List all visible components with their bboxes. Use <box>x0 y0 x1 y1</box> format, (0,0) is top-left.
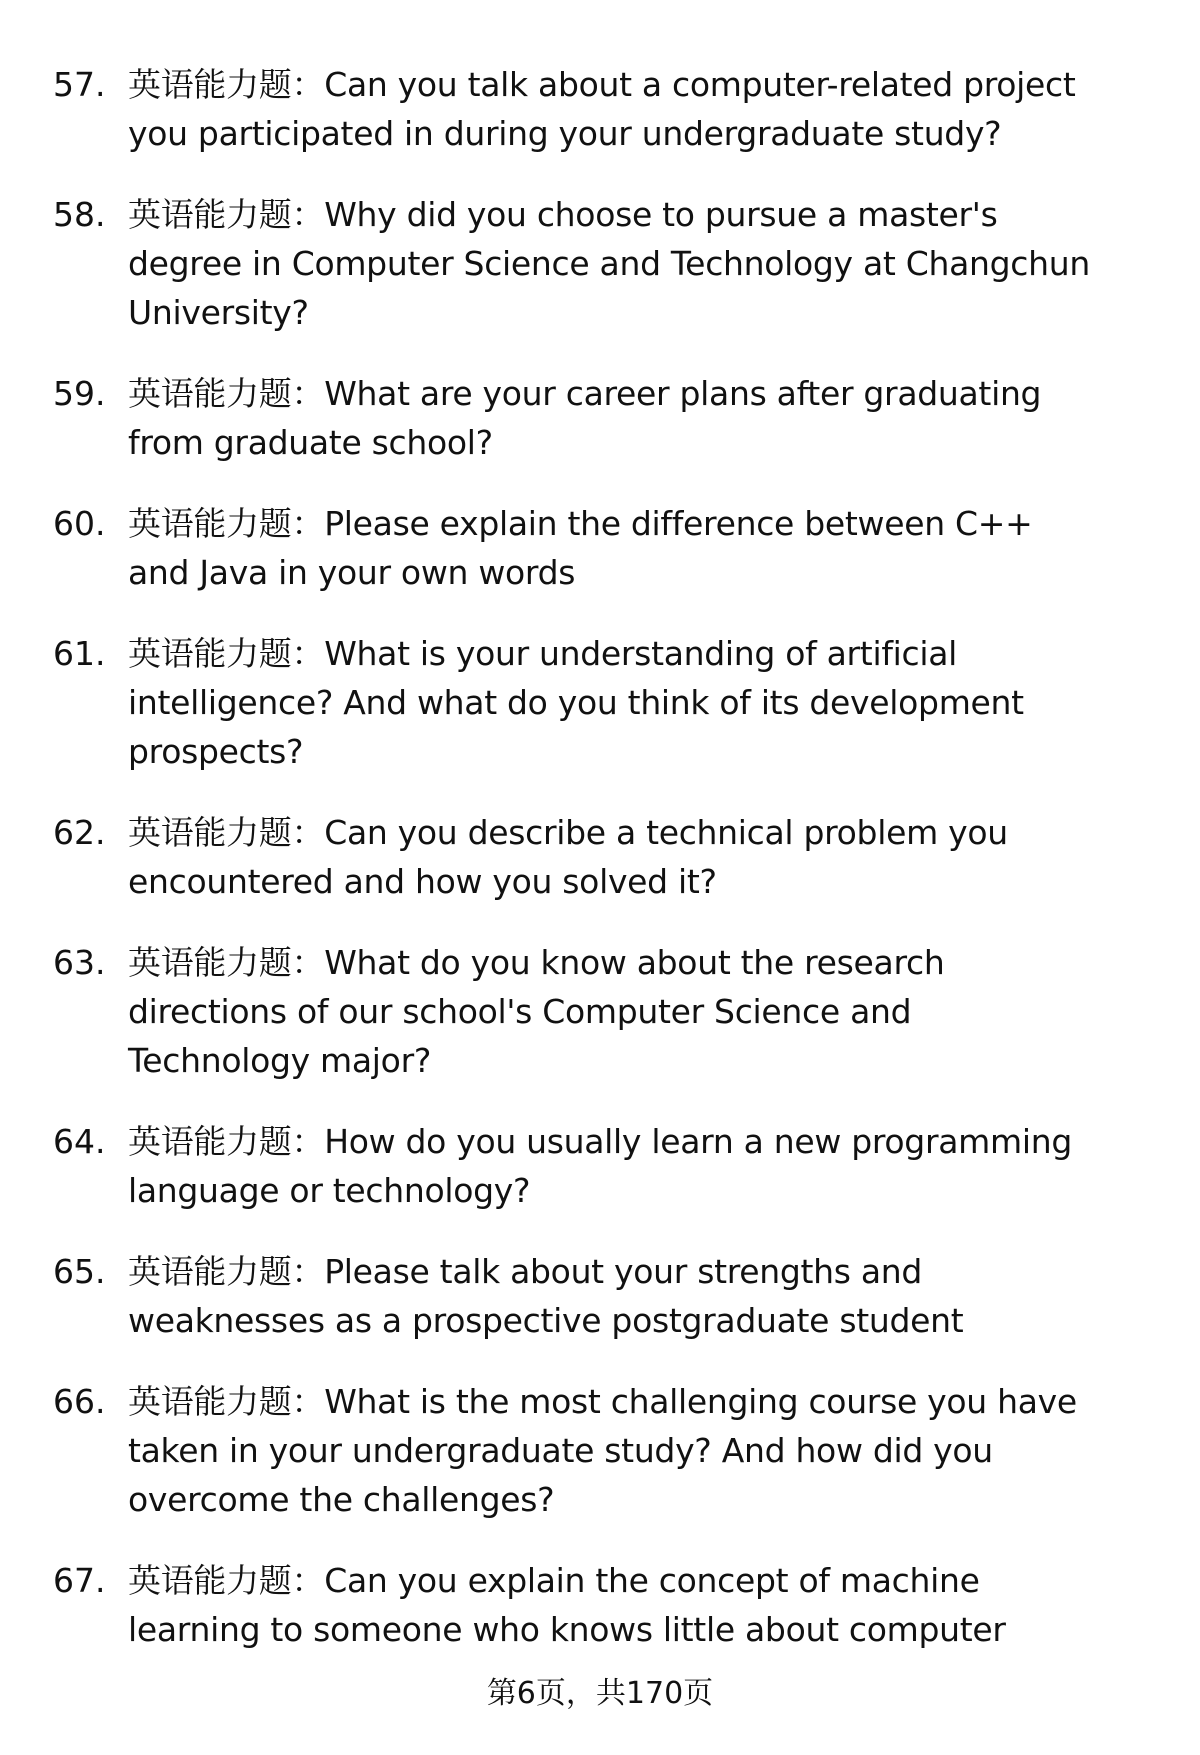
question-text <box>128 1556 1200 1654</box>
question-line: you participated in during your undergraduate study? <box>128 114 1002 153</box>
question-text <box>128 60 1200 158</box>
question-line: 英语能力题：What are your career plans after graduating <box>128 374 1042 413</box>
question-item <box>0 499 1200 597</box>
question-number: 67. <box>53 1561 106 1600</box>
question-item <box>0 938 1200 1085</box>
question-text <box>128 1117 1200 1215</box>
question-number: 66. <box>53 1382 106 1421</box>
question-item <box>0 1556 1200 1654</box>
question-line: 英语能力题：What do you know about the research <box>128 943 945 982</box>
question-text <box>128 369 1200 467</box>
question-text <box>128 1377 1200 1524</box>
question-text <box>128 808 1200 906</box>
question-line: from graduate school? <box>128 423 493 462</box>
question-text <box>128 1247 1200 1345</box>
question-line: prospects? <box>128 732 304 771</box>
question-list <box>0 60 1200 1686</box>
question-number: 65. <box>53 1252 106 1291</box>
question-line: encountered and how you solved it? <box>128 862 717 901</box>
question-line: weaknesses as a prospective postgraduate student <box>128 1301 964 1340</box>
question-item <box>0 629 1200 776</box>
question-item <box>0 60 1200 158</box>
question-text <box>128 190 1200 337</box>
question-line: directions of our school's Computer Science and <box>128 992 912 1031</box>
question-text <box>128 938 1200 1085</box>
question-line: 英语能力题：Please talk about your strengths and <box>128 1252 923 1291</box>
question-line: overcome the challenges? <box>128 1480 555 1519</box>
question-number: 61. <box>53 634 106 673</box>
question-item <box>0 1377 1200 1524</box>
question-number: 63. <box>53 943 106 982</box>
question-number: 57. <box>53 65 106 104</box>
question-item <box>0 1117 1200 1215</box>
question-line: 英语能力题：Can you explain the concept of machine <box>128 1561 980 1600</box>
question-line: language or technology? <box>128 1171 531 1210</box>
question-line: 英语能力题：Can you talk about a computer-related project <box>128 65 1076 104</box>
question-text <box>128 629 1200 776</box>
question-number: 62. <box>53 813 106 852</box>
question-line: degree in Computer Science and Technology at Changchun <box>128 244 1090 283</box>
question-item <box>0 1247 1200 1345</box>
question-line: taken in your undergraduate study? And how did you <box>128 1431 993 1470</box>
question-line: intelligence? And what do you think of its development <box>128 683 1024 722</box>
question-item <box>0 808 1200 906</box>
page-footer: 第6页，共170页 <box>486 1676 714 1711</box>
question-line: 英语能力题：What is your understanding of artificial <box>128 634 958 673</box>
question-line: University? <box>128 293 309 332</box>
question-line: 英语能力题：Why did you choose to pursue a master's <box>128 195 998 234</box>
question-line: learning to someone who knows little about computer <box>128 1610 1006 1649</box>
question-number: 58. <box>53 195 106 234</box>
question-line: and Java in your own words <box>128 553 576 592</box>
question-number: 60. <box>53 504 106 543</box>
question-text <box>128 499 1200 597</box>
question-item <box>0 190 1200 337</box>
question-line: 英语能力题：Please explain the difference between C++ <box>128 504 1033 543</box>
question-item <box>0 369 1200 467</box>
question-line: Technology major? <box>128 1041 432 1080</box>
question-number: 64. <box>53 1122 106 1161</box>
question-line: 英语能力题：What is the most challenging course you have <box>128 1382 1077 1421</box>
question-number: 59. <box>53 374 106 413</box>
question-line: 英语能力题：How do you usually learn a new programming <box>128 1122 1072 1161</box>
question-line: 英语能力题：Can you describe a technical problem you <box>128 813 1008 852</box>
